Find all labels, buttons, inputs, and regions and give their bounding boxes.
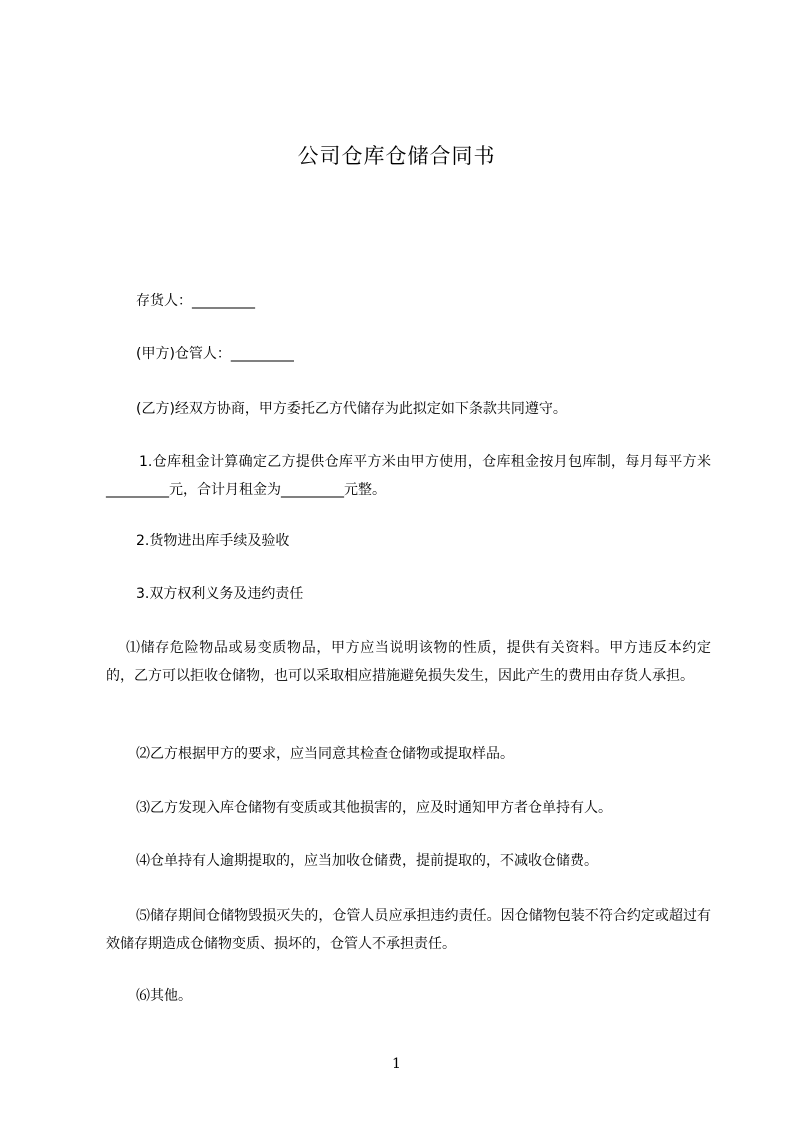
- clause-2-heading: 2.货物进出库手续及验收: [136, 533, 290, 549]
- item-3-line: ⑶乙方发现入库仓储物有变质或其他损害的，应及时通知甲方者仓单持有人。: [136, 800, 612, 816]
- clause-3-heading: 3.双方权利义务及违约责任: [136, 586, 304, 602]
- party-b-intro-line: (乙方)经双方协商，甲方委托乙方代储存为此拟定如下条款共同遵守。: [136, 401, 567, 417]
- clause-1-paragraph: 1.仓库租金计算确定乙方提供仓库平方米由甲方使用，仓库租金按月包库制，每月每平方米_________元，合计月租金为_________元整。: [106, 454, 711, 498]
- depositor-line: 存货人：_________: [136, 293, 255, 309]
- page-number: 1: [392, 1056, 401, 1072]
- item-2-line: ⑵乙方根据甲方的要求，应当同意其检查仓储物或提取样品。: [136, 746, 514, 762]
- party-a-keeper-line: (甲方)仓管人：_________: [136, 346, 294, 362]
- item-6-line: ⑹其他。: [136, 988, 192, 1004]
- document-title: 公司仓库仓储合同书: [297, 144, 496, 168]
- item-5-paragraph: ⑸储存期间仓储物毁损灭失的，仓管人员应承担违约责任。因仓储物包装不符合约定或超过有效储存期造成仓储物变质、损坏的，仓管人不承担责任。: [106, 908, 711, 952]
- item-4-line: ⑷仓单持有人逾期提取的，应当加收仓储费，提前提取的，不减收仓储费。: [136, 853, 598, 869]
- item-1-paragraph: ⑴储存危险物品或易变质物品，甲方应当说明该物的性质，提供有关资料。甲方违反本约定的，乙方可以拒收仓储物，也可以采取相应措施避免损失发生，因此产生的费用由存货人承担。: [106, 640, 711, 684]
